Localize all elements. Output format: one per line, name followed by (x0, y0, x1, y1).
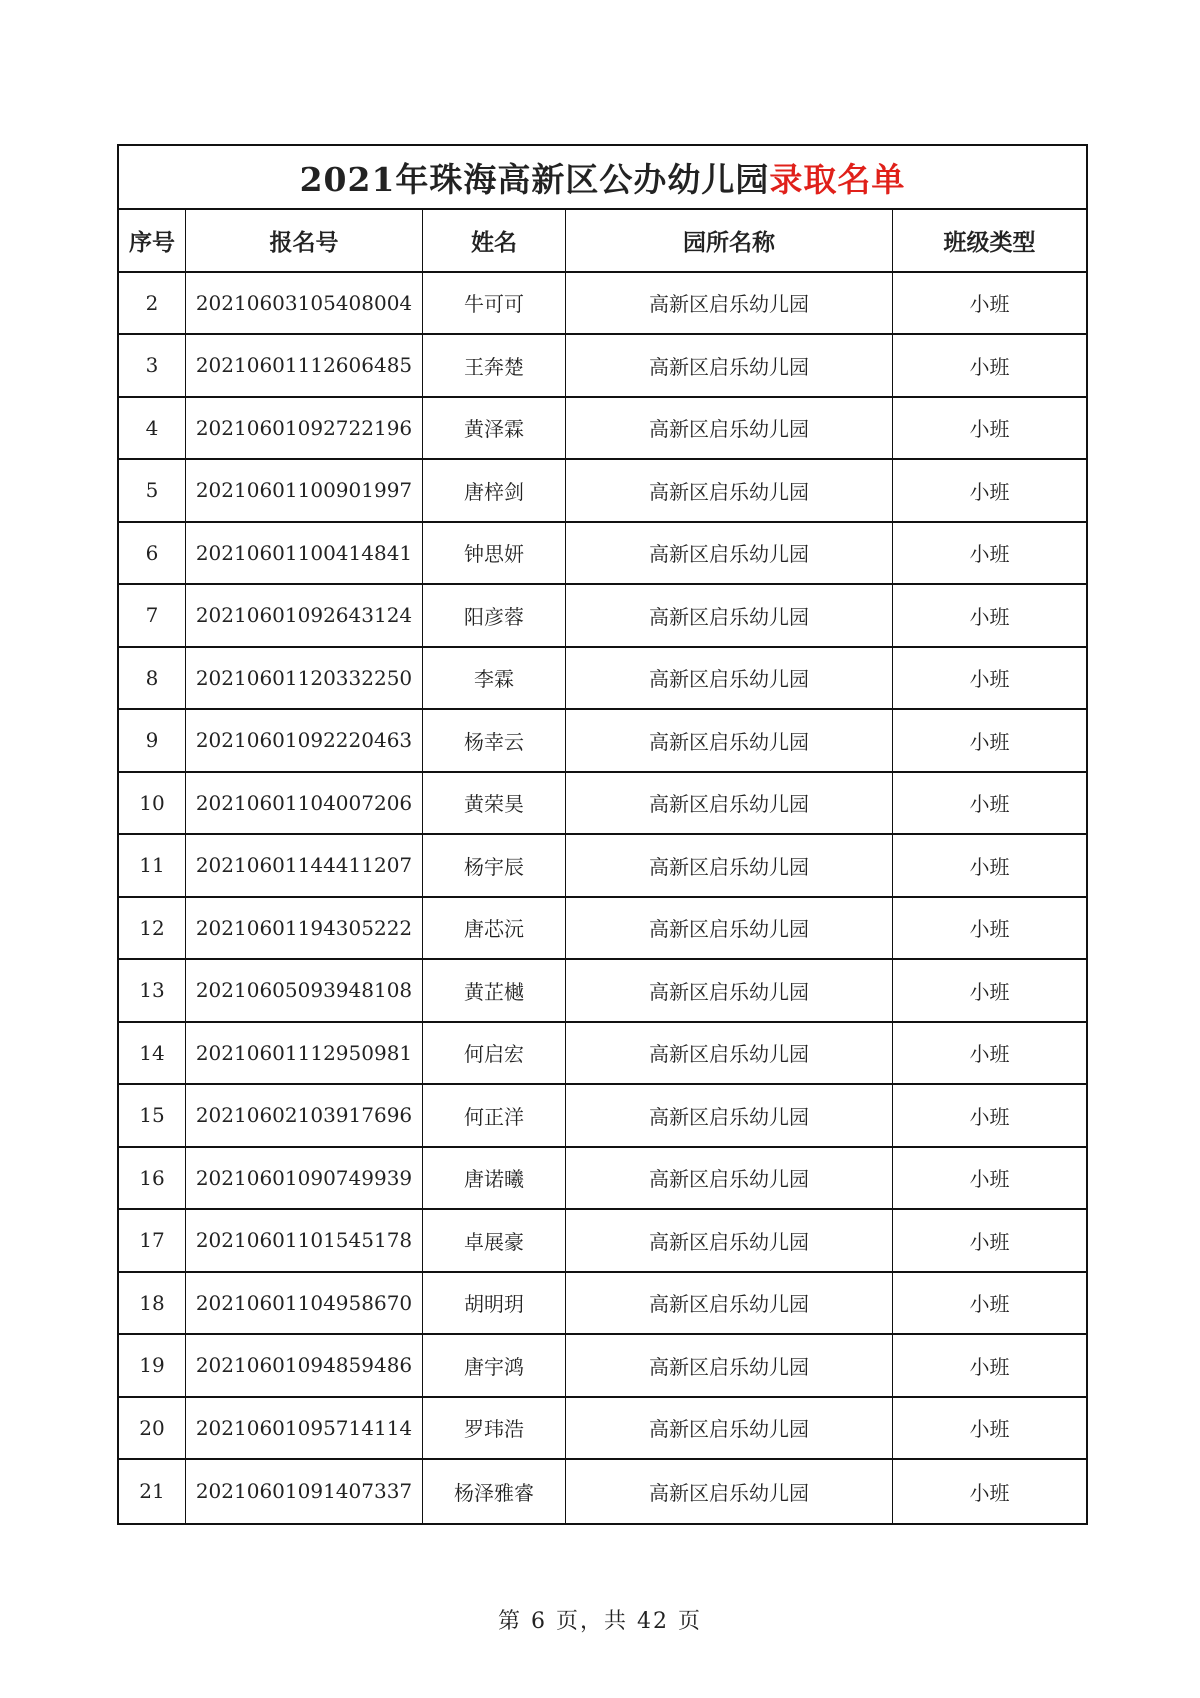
cell-registration-no: 20210601100414841 (186, 523, 423, 584)
table-row (119, 648, 1086, 711)
title-main: 2021年珠海高新区公办幼儿园 (299, 159, 770, 199)
cell-name: 杨泽雅睿 (423, 1460, 566, 1523)
cell-class-type: 小班 (969, 479, 1010, 504)
cell-name: 胡明玥 (423, 1273, 566, 1334)
cell-name: 阳彦蓉 (423, 585, 566, 646)
cell-index: 21 (119, 1460, 186, 1523)
cell-registration-no: 20210601100901997 (186, 460, 423, 521)
cell-kindergarten: 高新区启乐幼儿园 (566, 460, 893, 521)
cell-class-type: 小班 (969, 1354, 1010, 1379)
cell-name: 唐芯沅 (423, 898, 566, 959)
cell-name: 唐宇鸿 (423, 1335, 566, 1396)
table-row (119, 585, 1086, 648)
cell-class-type: 小班 (969, 542, 1010, 567)
cell-registration-no: 20210601112606485 (186, 335, 423, 396)
cell-index: 2 (119, 273, 186, 334)
table-row (119, 1273, 1086, 1336)
cell-registration-no: 20210605093948108 (186, 960, 423, 1021)
cell-index: 11 (119, 835, 186, 896)
table-row (119, 460, 1086, 523)
cell-kindergarten: 高新区启乐幼儿园 (566, 1335, 893, 1396)
cell-index: 17 (119, 1210, 186, 1271)
cell-name: 黄泽霖 (423, 398, 566, 459)
table-row (119, 273, 1086, 336)
cell-name: 牛可可 (423, 273, 566, 334)
table-row (119, 960, 1086, 1023)
cell-index: 5 (119, 460, 186, 521)
cell-index: 20 (119, 1398, 186, 1459)
cell-class-type: 小班 (969, 292, 1010, 317)
cell-kindergarten: 高新区启乐幼儿园 (566, 1148, 893, 1209)
cell-class-type: 小班 (969, 1480, 1010, 1505)
cell-name: 李霖 (423, 648, 566, 709)
cell-kindergarten: 高新区启乐幼儿园 (566, 273, 893, 334)
header-class-type: 班级类型 (943, 228, 1036, 256)
cell-registration-no: 20210601194305222 (186, 898, 423, 959)
cell-registration-no: 20210601092722196 (186, 398, 423, 459)
cell-kindergarten: 高新区启乐幼儿园 (566, 1085, 893, 1146)
cell-registration-no: 20210601095714114 (186, 1398, 423, 1459)
cell-name: 唐梓剑 (423, 460, 566, 521)
cell-class-type: 小班 (969, 729, 1010, 754)
cell-name: 黄芷樾 (423, 960, 566, 1021)
cell-registration-no: 20210601090749939 (186, 1148, 423, 1209)
cell-class-type: 小班 (969, 667, 1010, 692)
cell-name: 杨宇辰 (423, 835, 566, 896)
cell-kindergarten: 高新区启乐幼儿园 (566, 835, 893, 896)
table-row (119, 1085, 1086, 1148)
cell-index: 7 (119, 585, 186, 646)
cell-name: 唐诺曦 (423, 1148, 566, 1209)
admission-table (117, 144, 1088, 1525)
cell-registration-no: 20210601101545178 (186, 1210, 423, 1271)
cell-kindergarten: 高新区启乐幼儿园 (566, 648, 893, 709)
cell-kindergarten: 高新区启乐幼儿园 (566, 1023, 893, 1084)
cell-class-type: 小班 (969, 1229, 1010, 1254)
cell-registration-no: 20210601104958670 (186, 1273, 423, 1334)
cell-registration-no: 20210602103917696 (186, 1085, 423, 1146)
cell-class-type: 小班 (969, 1417, 1010, 1442)
header-name: 姓名 (423, 210, 566, 271)
cell-index: 12 (119, 898, 186, 959)
table-row (119, 1460, 1086, 1523)
cell-index: 18 (119, 1273, 186, 1334)
cell-registration-no: 20210601112950981 (186, 1023, 423, 1084)
cell-index: 9 (119, 710, 186, 771)
cell-registration-no: 20210601104007206 (186, 773, 423, 834)
cell-index: 4 (119, 398, 186, 459)
table-row (119, 710, 1086, 773)
table-row (119, 1023, 1086, 1086)
cell-registration-no: 20210601144411207 (186, 835, 423, 896)
table-row (119, 835, 1086, 898)
cell-registration-no: 20210601091407337 (186, 1460, 423, 1523)
cell-class-type: 小班 (969, 1292, 1010, 1317)
cell-name: 卓展豪 (423, 1210, 566, 1271)
cell-class-type: 小班 (969, 1042, 1010, 1067)
table-row (119, 523, 1086, 586)
cell-kindergarten: 高新区启乐幼儿园 (566, 1273, 893, 1334)
cell-index: 15 (119, 1085, 186, 1146)
cell-kindergarten: 高新区启乐幼儿园 (566, 1210, 893, 1271)
cell-kindergarten: 高新区启乐幼儿园 (566, 335, 893, 396)
cell-index: 6 (119, 523, 186, 584)
cell-kindergarten: 高新区启乐幼儿园 (566, 398, 893, 459)
table-row (119, 1335, 1086, 1398)
cell-name: 何正洋 (423, 1085, 566, 1146)
table-header-row (119, 210, 1086, 273)
cell-kindergarten: 高新区启乐幼儿园 (566, 898, 893, 959)
cell-index: 13 (119, 960, 186, 1021)
cell-index: 3 (119, 335, 186, 396)
cell-name: 何启宏 (423, 1023, 566, 1084)
table-row (119, 1398, 1086, 1461)
table-row (119, 898, 1086, 961)
cell-class-type: 小班 (969, 1167, 1010, 1192)
cell-name: 罗玮浩 (423, 1398, 566, 1459)
cell-class-type: 小班 (969, 354, 1010, 379)
cell-class-type: 小班 (969, 854, 1010, 879)
cell-kindergarten: 高新区启乐幼儿园 (566, 960, 893, 1021)
cell-kindergarten: 高新区启乐幼儿园 (566, 710, 893, 771)
cell-registration-no: 20210601092643124 (186, 585, 423, 646)
cell-registration-no: 20210601120332250 (186, 648, 423, 709)
cell-index: 10 (119, 773, 186, 834)
cell-kindergarten: 高新区启乐幼儿园 (566, 1460, 893, 1523)
cell-class-type: 小班 (969, 792, 1010, 817)
page-footer: 第 6 页，共 42 页 (498, 1609, 702, 1634)
cell-registration-no: 20210603105408004 (186, 273, 423, 334)
table-row (119, 398, 1086, 461)
table-title (119, 146, 1086, 210)
header-kindergarten: 园所名称 (566, 210, 893, 271)
cell-registration-no: 20210601094859486 (186, 1335, 423, 1396)
cell-index: 8 (119, 648, 186, 709)
cell-class-type: 小班 (969, 417, 1010, 442)
cell-name: 黄荣昊 (423, 773, 566, 834)
table-row (119, 773, 1086, 836)
cell-class-type: 小班 (969, 917, 1010, 942)
cell-registration-no: 20210601092220463 (186, 710, 423, 771)
table-body (119, 273, 1086, 1523)
cell-kindergarten: 高新区启乐幼儿园 (566, 585, 893, 646)
title-highlight: 录取名单 (769, 159, 906, 199)
table-row (119, 1210, 1086, 1273)
table-row (119, 1148, 1086, 1211)
cell-class-type: 小班 (969, 604, 1010, 629)
cell-index: 16 (119, 1148, 186, 1209)
cell-kindergarten: 高新区启乐幼儿园 (566, 773, 893, 834)
cell-index: 19 (119, 1335, 186, 1396)
cell-class-type: 小班 (969, 1104, 1010, 1129)
cell-name: 钟思妍 (423, 523, 566, 584)
cell-index: 14 (119, 1023, 186, 1084)
table-row (119, 335, 1086, 398)
cell-name: 王奔楚 (423, 335, 566, 396)
cell-kindergarten: 高新区启乐幼儿园 (566, 1398, 893, 1459)
cell-class-type: 小班 (969, 979, 1010, 1004)
cell-name: 杨幸云 (423, 710, 566, 771)
header-index: 序号 (119, 210, 186, 271)
cell-kindergarten: 高新区启乐幼儿园 (566, 523, 893, 584)
header-registration-no: 报名号 (186, 210, 423, 271)
